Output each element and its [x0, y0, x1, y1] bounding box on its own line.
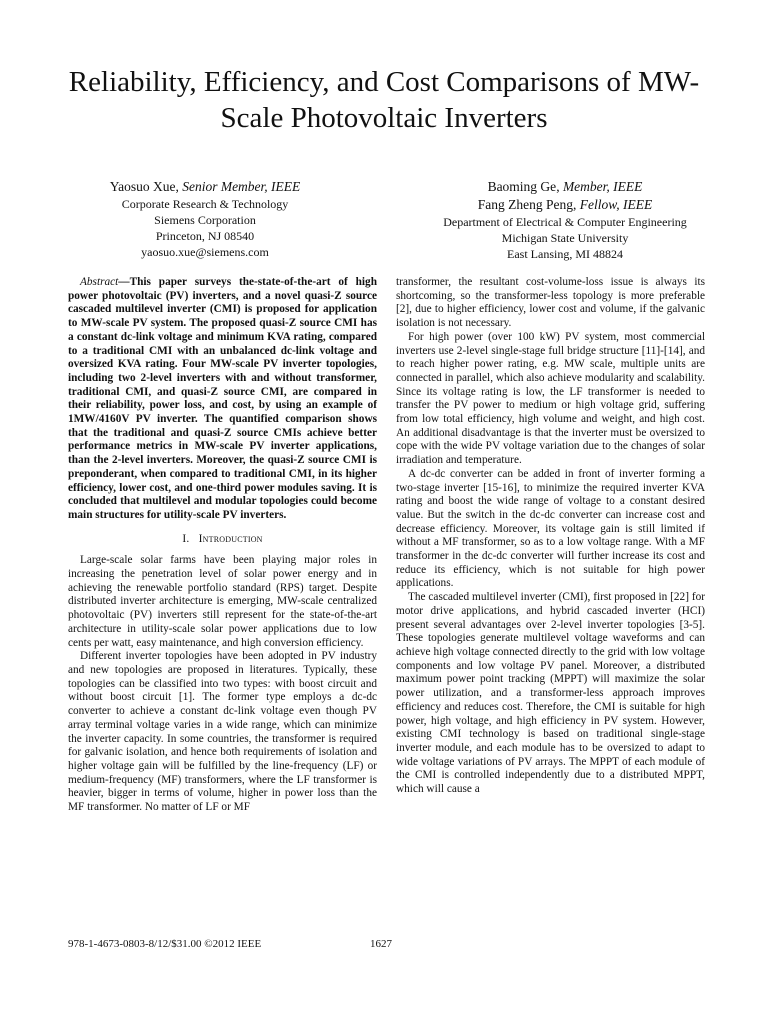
abstract-text: This paper surveys the-state-of-the-art of high power photovoltaic (PV) inverters, and a novel quasi-Z source cascaded multilevel inverter (CMI) is proposed for application to MW-scale PV system. The proposed quasi-Z source CMI has a constant dc-link voltage and minimum KVA rating, compared to a traditional CMI with an unbalanced dc-link voltage and oversized KVA rating. Four MW-scale PV inverter topologies, including two 2-level inverters with and without transformer, traditional CMI, and quasi-Z source CMI, are compared in their reliability, power loss, and cost, by using an example of 1MW/4160V PV inverter. The quantified comparison shows that the traditional and quasi-Z source CMIs achieve better performance metrics in MW-scale PV inverter applications, than the 2-level inverters. Moreover, the quasi-Z source CMI is preponderant, when compared to traditional CMI, in its higher efficiency, lower cost, and one-third power modules saving. It is concluded that multilevel and modular topologies could become main structures for utility-scale PV inverters. [68, 276, 377, 521]
author-role: Fellow, IEEE [579, 197, 653, 212]
author-name-line: Yaosuo Xue, Senior Member, IEEE [109, 179, 301, 194]
affiliation-line: Corporate Research & Technology [121, 197, 289, 211]
affiliation-line: East Lansing, MI 48824 [507, 247, 623, 261]
abstract [68, 276, 377, 523]
author-role: Senior Member, IEEE [182, 179, 301, 194]
author-name-line: Baoming Ge, Member, IEEE [487, 179, 643, 194]
author-block-xue [60, 178, 350, 260]
section-heading-introduction [68, 533, 377, 547]
paragraph: A dc-dc converter can be added in front of inverter forming a two-stage inverter [15-16], to minimize the required inverter KVA rating and boost the wide range of voltage to a constant desired value. But the switch in the dc-dc converter can increase cost and decrease efficiency. Moreover, its voltage gain is still limited if without a MF transformer, so as to a low voltage range. With a MF transformer in the dc-dc converter will further increase its cost and reduce its efficiency, which is not suitable for high power applications. [396, 467, 705, 590]
right-column [396, 276, 705, 797]
author-name: Fang Zheng Peng [477, 197, 573, 212]
paragraph: The cascaded multilevel inverter (CMI), first proposed in [22] for motor drive applications, and hybrid cascaded inverter (HCI) present several advantages over 2-level inverter topologies [3-5]. These topologies generate multilevel voltage waveforms and can achieve high voltage connected directly to the grid with low voltage components and low voltage PV panel. Moreover, a distributed maximum power point tracking (MPPT) will maximize the solar power utilization, and a transformer-less approach improves efficiency and reduces cost. Therefore, the CMI is suitable for high power, high voltage, and high efficiency in PV system. However, existing CMI technology is based on traditional single-stage inverter module, and each module has to be oversized to adapt to wide voltage variations of PV arrays. The MPPT of each module of the CMI is controlled independently due to a distributed MPPT, which will cause a [396, 591, 705, 796]
copyright-notice: 978-1-4673-0803-8/12/$31.00 ©2012 IEEE [68, 938, 262, 950]
abstract-label: Abstract [80, 276, 119, 288]
paragraph: For high power (over 100 kW) PV system, most commercial inverters use 2-level single-stage full bridge structure [11]-[14], and to reach higher power rating, e.g. MW scale, multiple units are connected in parallel, which also achieve modularity and scalability. Since its voltage rating is low, the LF transformer is needed to transfer the PV power to medium or high voltage grid, suffering from low total efficiency, high volume and weight, and high cost. An additional disadvantage is that the inverter must be oversized to cope with the wide PV voltage variation due to the changes of solar irradiation and temperature. [396, 330, 705, 467]
author-email: yaosuo.xue@siemens.com [141, 245, 269, 259]
section-number: I. [182, 532, 190, 545]
affiliation-line: Siemens Corporation [154, 213, 256, 227]
author-role: Member, IEEE [562, 179, 643, 194]
section-title: Introduction [198, 532, 263, 545]
author-name: Yaosuo Xue [109, 179, 176, 194]
abstract-dash: — [118, 276, 130, 288]
paper-title: Reliability, Efficiency, and Cost Comparisons of MW-Scale Photovoltaic Inverters [68, 66, 700, 134]
paragraph: transformer, the resultant cost-volume-loss issue is always its shortcoming, so the transformer-less topology is more preferable [2], due to higher efficiency, lower cost and volume, if the galvanic isolation is not necessary. [396, 276, 705, 330]
affiliation-line: Department of Electrical & Computer Engineering [443, 215, 687, 229]
left-column [68, 276, 377, 815]
page-number: 1627 [370, 938, 392, 950]
author-name: Baoming Ge [487, 179, 557, 194]
affiliation-line: Michigan State University [501, 231, 629, 245]
paragraph: Large-scale solar farms have been playing major roles in increasing the penetration level of solar power energy and in achieving the renewable portfolio standard (RPS) target. Despite distributed inverter architecture is emerging, MW-scale centralized photovoltaic (PV) inverters still represent for the state-of-the-art architecture in utility-scale solar power applications due to low cents per watt, easy maintenance, and high conversion efficiency. [68, 554, 377, 649]
author-block-ge-peng [405, 178, 725, 262]
affiliation-line: Princeton, NJ 08540 [155, 229, 255, 243]
author-name-line: Fang Zheng Peng, Fellow, IEEE [477, 197, 653, 212]
paragraph: Different inverter topologies have been adopted in PV industry and new topologies are proposed in literatures. Typically, these topologies can be classified into two types: with boost circuit and without boost circuit [1]. The former type employs a dc-dc converter to achieve a constant dc-link voltage even though PV array terminal voltage varies in a wide range, which can minimize the inverter capacity. In some countries, the transformer is required for galvanic isolation, and hence both requirements of isolation and higher voltage gain will be fulfilled by the line-frequency (LF) or medium-frequency (MF) transformers, where the LF transformer is heavier, bigger in terms of volume, higher in power loss than the MF transformer. No matter of LF or MF [68, 650, 377, 814]
